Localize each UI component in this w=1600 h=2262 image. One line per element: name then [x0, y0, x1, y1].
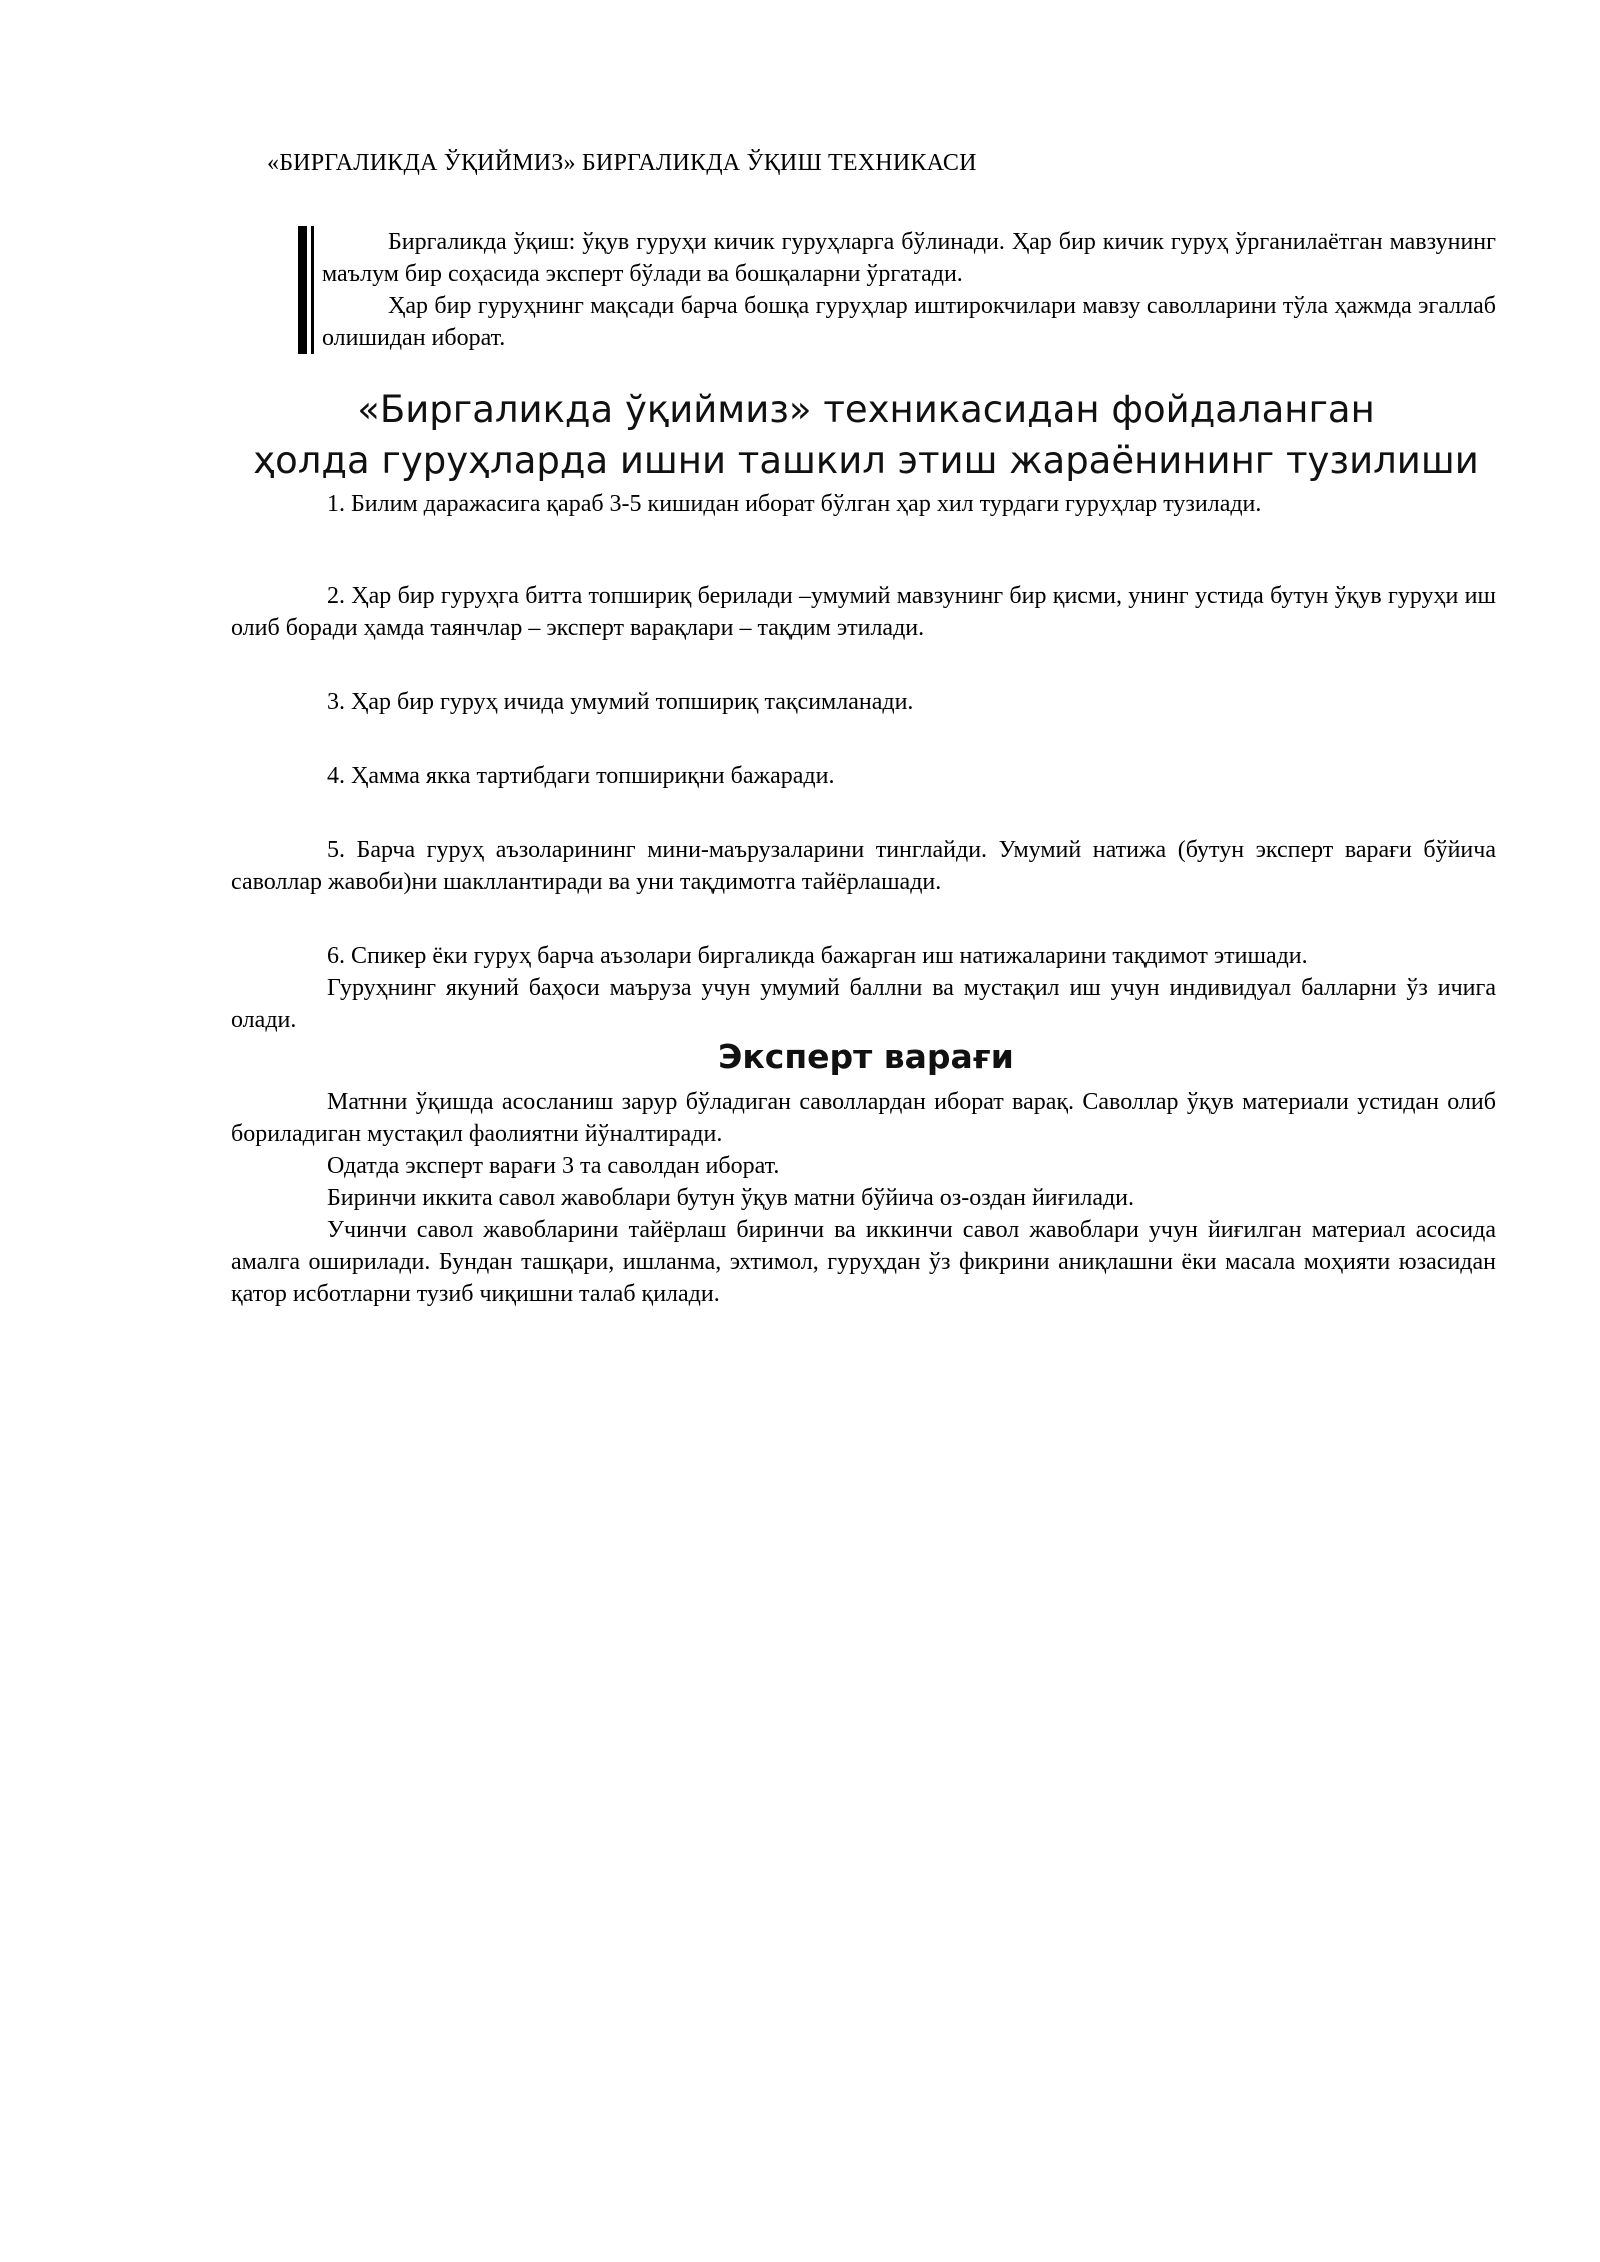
step-1 [231, 488, 1496, 520]
section-title-line-2: ҳолда гуруҳларда ишни ташкил этиш жараёнининг тузилиши [253, 439, 1479, 482]
step-text: 3. Ҳар бир гуруҳ ичида умумий топшириқ тақсимланади. [327, 689, 914, 715]
step-text: 2. Ҳар бир гуруҳга битта топшириқ берилади –умумий мавзунинг бир қисми, унинг устида бутун ўқув гуруҳи иш олиб боради ҳамда таянчлар – эксперт варақлари – тақдим этилади. [231, 583, 1496, 641]
expert-paragraph: Учинчи савол жавобларини тайёрлаш биринчи ва иккинчи савол жавоблари учун йиғилган материал асосида амалга оширилади. Бундан ташқари, ишланма, эхтимол, гуруҳдан ўз фикрини аниқлашни ёки масала моҳияти юзасидан қатор исботларни тузиб чиқишни талаб қилади. [231, 1217, 1496, 1307]
step-5 [231, 834, 1496, 898]
step-2 [231, 580, 1496, 644]
section-title-line-1: «Биргаликда ўқиймиз» техникасидан фойдаланган [357, 388, 1375, 431]
expert-paragraph: Матнни ўқишда асосланиш зарур бўладиган саволлардан иборат варақ. Саволлар ўқув материали устидан олиб бориладиган мустақил фаолиятни йўналтиради. [231, 1089, 1496, 1147]
step-text: 6. Спикер ёки гуруҳ барча аъзолари биргаликда бажарган иш натижаларини тақдимот этишади. [327, 943, 1308, 969]
expert-sheet-title: Эксперт варағи [718, 1037, 1014, 1076]
expert-paragraph: Одатда эксперт варағи 3 та саволдан иборат. [327, 1153, 780, 1179]
step-text: 5. Барча гуруҳ аъзоларининг мини-маърузаларини тинглайди. Умумий натижа (бутун эксперт варағи бўйича саволлар жавоби)ни шакллантиради ва уни тақдимотга тайёрлашади. [231, 837, 1496, 895]
intro-paragraph: Ҳар бир гуруҳнинг мақсади барча бошқа гуруҳлар иштирокчилари мавзу саволларини тўла ҳажмда эгаллаб олишидан иборат. [322, 293, 1496, 351]
step-4 [231, 760, 1496, 792]
intro-paragraph: Биргаликда ўқиш: ўқув гуруҳи кичик гуруҳларга бўлинади. Ҳар бир кичик гуруҳ ўрганилаётган мавзунинг маълум бир соҳасида эксперт бўлади ва бошқаларни ўргатади. [322, 229, 1496, 287]
intro-border-line [311, 226, 314, 354]
step-3 [231, 686, 1496, 718]
step-text: 4. Ҳамма якка тартибдаги топшириқни бажаради. [327, 763, 835, 789]
expert-section [231, 1086, 1496, 1310]
step-text: 1. Билим даражасига қараб 3-5 кишидан иборат бўлган ҳар хил турдаги гуруҳлар тузилади. [327, 491, 1262, 517]
intro-block [298, 226, 1496, 354]
expert-paragraph: Биринчи иккита савол жавоблари бутун ўқув матни бўйича оз-оздан йиғилади. [327, 1185, 1135, 1211]
intro-text [322, 226, 1496, 354]
step-6 [231, 940, 1496, 1036]
grading-note: Гуруҳнинг якуний баҳоси маъруза учун умумий баллни ва мустақил иш учун индивидуал балларни ўз ичига олади. [231, 975, 1496, 1033]
document-heading: «БИРГАЛИКДА ЎҚИЙМИЗ» БИРГАЛИКДА ЎҚИШ ТЕХНИКАСИ [267, 150, 977, 176]
intro-border-bar [298, 226, 307, 354]
